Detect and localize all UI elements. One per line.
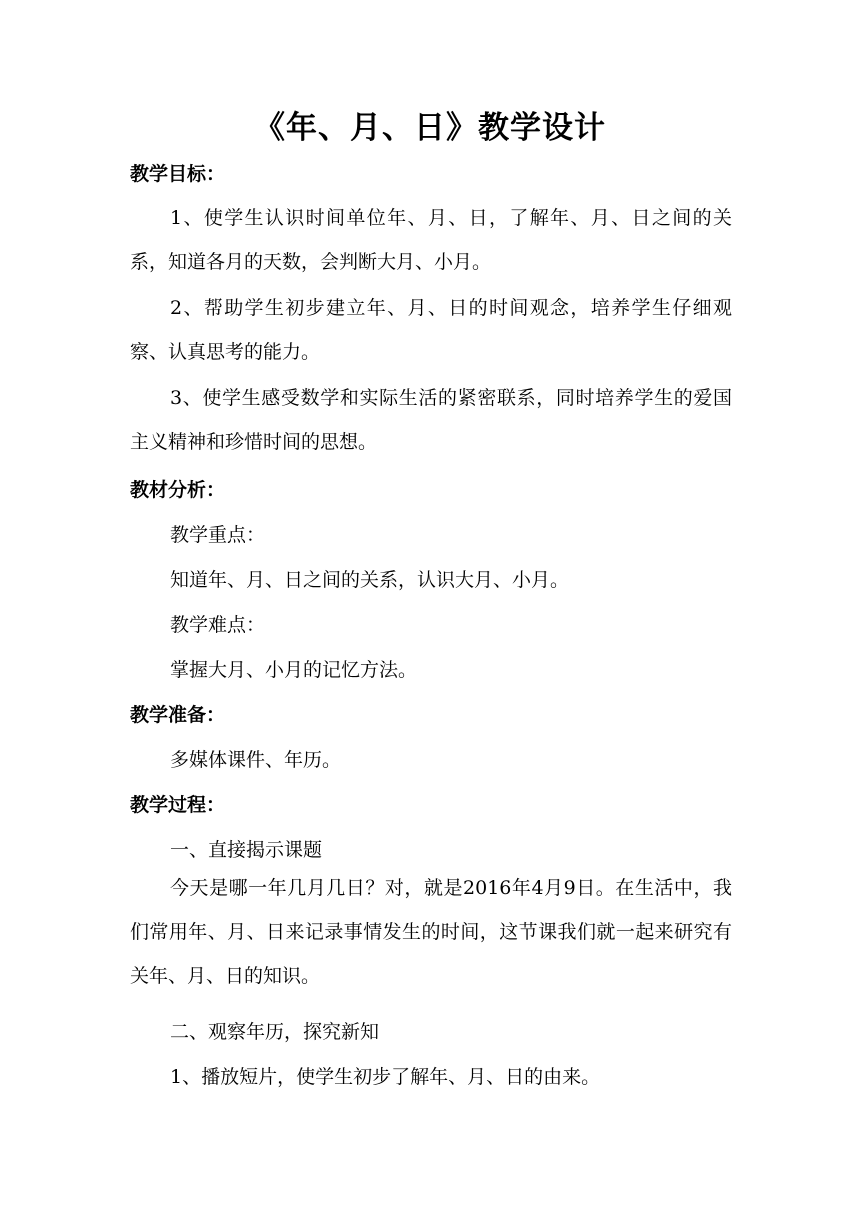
- preparation-heading: 教学准备：: [130, 704, 226, 726]
- preparation-text: 多媒体课件、年历。: [170, 749, 342, 771]
- goal-item-2: 2、帮助学生初步建立年、月、日的时间观念，培养学生仔细观察、认真思考的能力。: [130, 297, 732, 363]
- step-2-item-1: 1、播放短片，使学生初步了解年、月、日的由来。: [170, 1066, 601, 1088]
- step-1-text: 今天是哪一年几月几日？对，就是2016年4月9日。在生活中，我们常用年、月、日来记录事情发生的时间，这节课我们就一起来研究有关年、月、日的知识。: [130, 877, 732, 987]
- step-2-title: 二、观察年历，探究新知: [170, 1021, 380, 1043]
- difficult-point-label: 教学难点：: [170, 614, 266, 636]
- key-point-text: 知道年、月、日之间的关系，认识大月、小月。: [170, 569, 570, 591]
- step-1-title: 一、直接揭示课题: [170, 839, 323, 861]
- process-heading: 教学过程：: [130, 794, 226, 816]
- difficult-point-text: 掌握大月、小月的记忆方法。: [170, 659, 418, 681]
- key-point-label: 教学重点：: [170, 524, 266, 546]
- goal-item-1: 1、使学生认识时间单位年、月、日，了解年、月、日之间的关系，知道各月的天数，会判断大月、小月。: [130, 207, 732, 273]
- analysis-heading: 教材分析：: [130, 479, 226, 501]
- goals-heading: 教学目标：: [130, 163, 226, 185]
- goal-item-3: 3、使学生感受数学和实际生活的紧密联系，同时培养学生的爱国主义精神和珍惜时间的思想。: [130, 387, 732, 453]
- document-title: 《年、月、日》教学设计: [254, 110, 606, 146]
